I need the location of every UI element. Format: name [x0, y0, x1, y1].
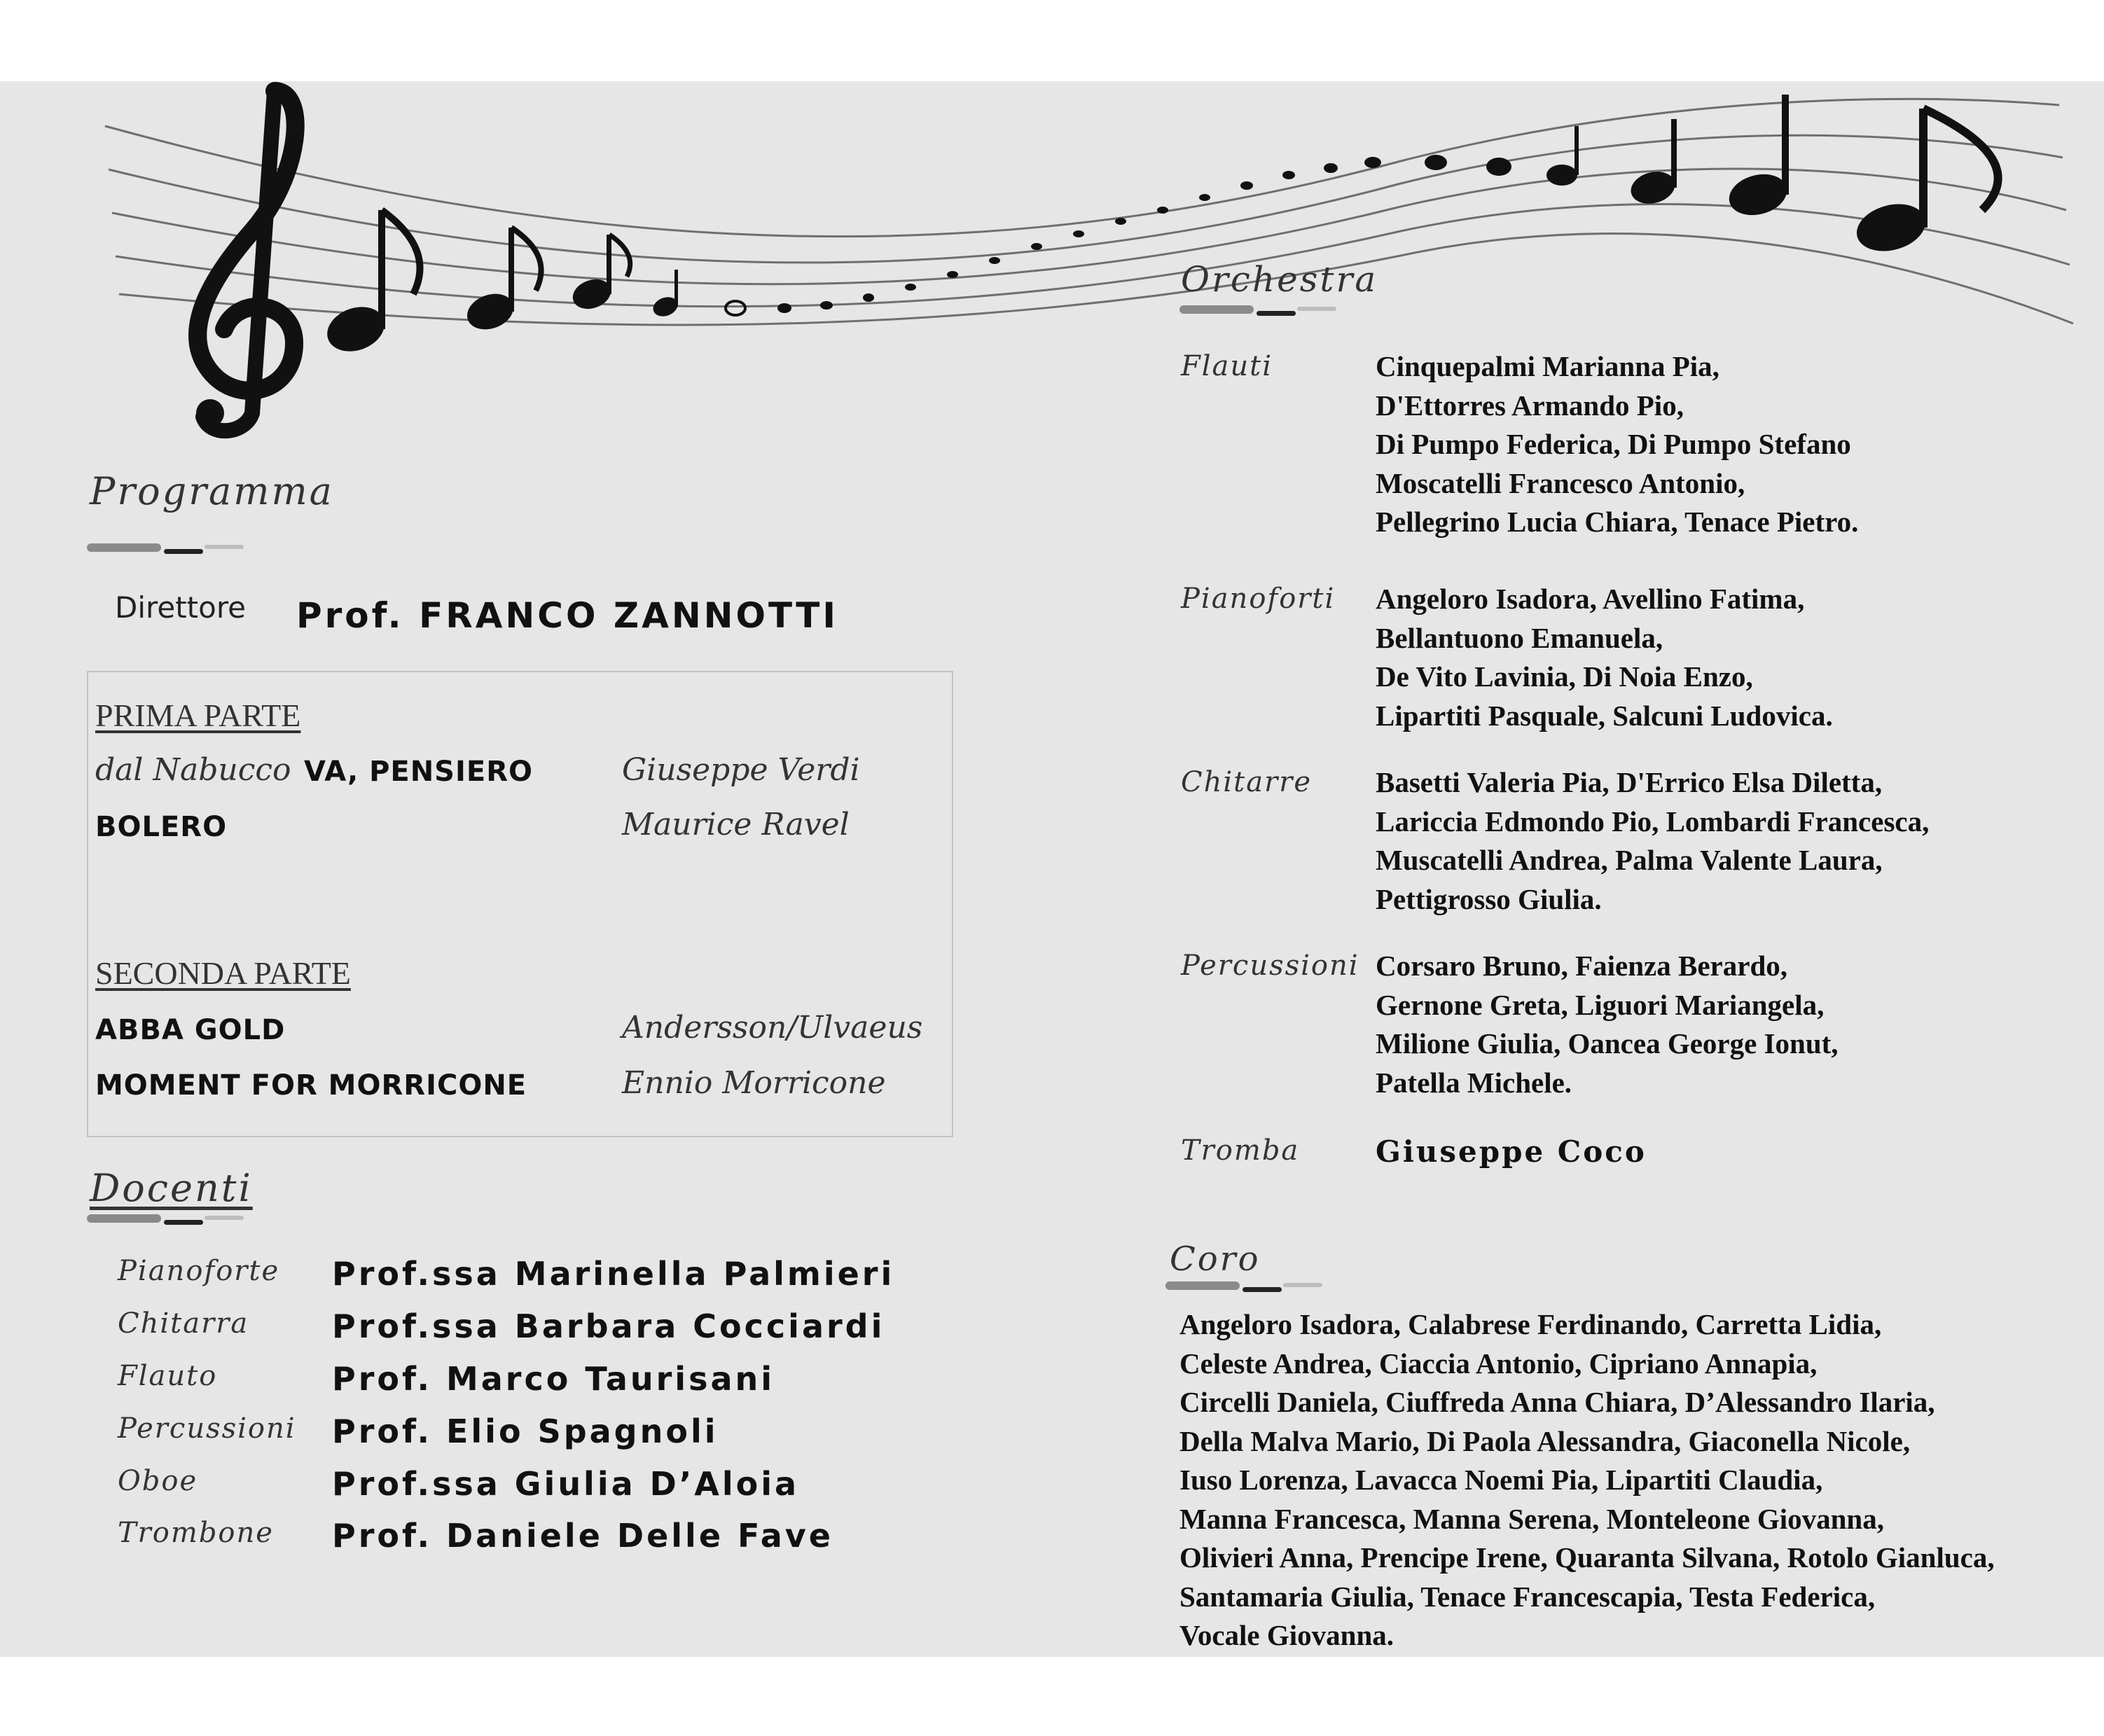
- member-line: Patella Michele.: [1376, 1066, 1572, 1099]
- docenti-instrument: Oboe: [118, 1465, 198, 1497]
- orchestra-instrument: Pianoforti: [1181, 583, 1336, 615]
- piece-title: VA, PENSIERO: [304, 756, 533, 788]
- member-line: Pettigrosso Giulia.: [1376, 882, 1602, 915]
- member-line: Celeste Andrea, Ciaccia Antonio, Cipriano Annapia,: [1179, 1347, 1818, 1380]
- member-line: D'Ettorres Armando Pio,: [1376, 389, 1684, 422]
- orchestra-members: [1376, 763, 1929, 919]
- member-line: Basetti Valeria Pia, D'Errico Elsa Diletta,: [1376, 766, 1883, 798]
- member-line: Corsaro Bruno, Faienza Berardo,: [1376, 950, 1787, 982]
- member-line: Angeloro Isadora, Calabrese Ferdinando, Carretta Lidia,: [1179, 1308, 1882, 1340]
- orchestra-instrument: Percussioni: [1181, 950, 1359, 982]
- piece-title: MOMENT FOR MORRICONE: [95, 1069, 527, 1102]
- member-line: Bellantuono Emanuela,: [1376, 621, 1663, 654]
- piece-composer: Andersson/Ulvaeus: [622, 1010, 923, 1046]
- member-line: Di Pumpo Federica, Di Pumpo Stefano: [1376, 428, 1851, 460]
- orchestra-members: Giuseppe Coco: [1376, 1134, 1647, 1169]
- programma-title: Programma: [90, 469, 334, 513]
- member-line: Olivieri Anna, Prencipe Irene, Quaranta Silvana, Rotolo Gianluca,: [1179, 1541, 1995, 1574]
- orchestra-instrument: Tromba: [1181, 1134, 1300, 1167]
- docenti-teacher: Prof.ssa Giulia D’Aloia: [332, 1465, 800, 1503]
- docenti-instrument: Percussioni: [118, 1412, 296, 1445]
- docenti-instrument: Chitarra: [118, 1307, 249, 1340]
- member-line: Milione Giulia, Oancea George Ionut,: [1376, 1027, 1839, 1060]
- orchestra-title: Orchestra: [1181, 259, 1378, 300]
- member-line: Lariccia Edmondo Pio, Lombardi Francesca,: [1376, 805, 1930, 838]
- docenti-teacher: Prof. Marco Taurisani: [332, 1360, 775, 1398]
- director-label: Direttore: [115, 590, 247, 625]
- member-line: Iuso Lorenza, Lavacca Noemi Pia, Lipartiti Claudia,: [1179, 1464, 1823, 1496]
- director-name: Prof. FRANCO ZANNOTTI: [296, 595, 838, 636]
- coro-members: [1179, 1305, 1995, 1655]
- docenti-instrument: Flauto: [118, 1360, 218, 1392]
- docenti-title: Docenti: [90, 1166, 253, 1210]
- member-line: Manna Francesca, Manna Serena, Monteleone Giovanna,: [1179, 1502, 1884, 1535]
- coro-title: Coro: [1170, 1239, 1261, 1279]
- member-line: Santamaria Giulia, Tenace Francescapia, Testa Federica,: [1179, 1580, 1876, 1613]
- member-line: Cinquepalmi Marianna Pia,: [1376, 350, 1719, 382]
- docenti-instrument: Trombone: [118, 1517, 274, 1549]
- orchestra-members: [1376, 947, 1839, 1102]
- docenti-teacher: Prof. Elio Spagnoli: [332, 1412, 719, 1450]
- member-line: Moscatelli Francesco Antonio,: [1376, 466, 1745, 499]
- member-line: Angeloro Isadora, Avellino Fatima,: [1376, 583, 1805, 615]
- member-line: Circelli Daniela, Ciuffreda Anna Chiara, D’Alessandro Ilaria,: [1179, 1386, 1935, 1418]
- piece-composer: Giuseppe Verdi: [622, 752, 860, 788]
- member-line: Pellegrino Lucia Chiara, Tenace Pietro.: [1376, 506, 1859, 538]
- piece-composer: Ennio Morricone: [622, 1065, 886, 1101]
- orchestra-instrument: Flauti: [1181, 350, 1273, 382]
- orchestra-members: [1376, 347, 1858, 542]
- piece-title: BOLERO: [95, 811, 228, 843]
- member-line: De Vito Lavinia, Di Noia Enzo,: [1376, 660, 1753, 693]
- piece-title: ABBA GOLD: [95, 1014, 286, 1046]
- docenti-teacher: Prof.ssa Barbara Cocciardi: [332, 1307, 885, 1345]
- member-line: Della Malva Mario, Di Paola Alessandra, Giaconella Nicole,: [1179, 1424, 1911, 1457]
- piece-prefix: dal Nabucco: [95, 752, 291, 788]
- seconda-parte-heading: SECONDA PARTE: [95, 955, 351, 991]
- docenti-teacher: Prof. Daniele Delle Fave: [332, 1517, 833, 1555]
- orchestra-instrument: Chitarre: [1181, 766, 1312, 798]
- docenti-instrument: Pianoforte: [118, 1255, 280, 1287]
- docenti-teacher: Prof.ssa Marinella Palmieri: [332, 1255, 895, 1293]
- treble-clef-icon: [196, 91, 296, 431]
- piece-composer: Maurice Ravel: [622, 807, 850, 842]
- orchestra-members: [1376, 580, 1833, 735]
- prima-parte-heading: PRIMA PARTE: [95, 697, 301, 733]
- member-line: Vocale Giovanna.: [1179, 1619, 1394, 1651]
- member-line: Muscatelli Andrea, Palma Valente Laura,: [1376, 844, 1883, 876]
- member-line: Lipartiti Pasquale, Salcuni Ludovica.: [1376, 699, 1833, 732]
- member-line: Gernone Greta, Liguori Mariangela,: [1376, 988, 1825, 1021]
